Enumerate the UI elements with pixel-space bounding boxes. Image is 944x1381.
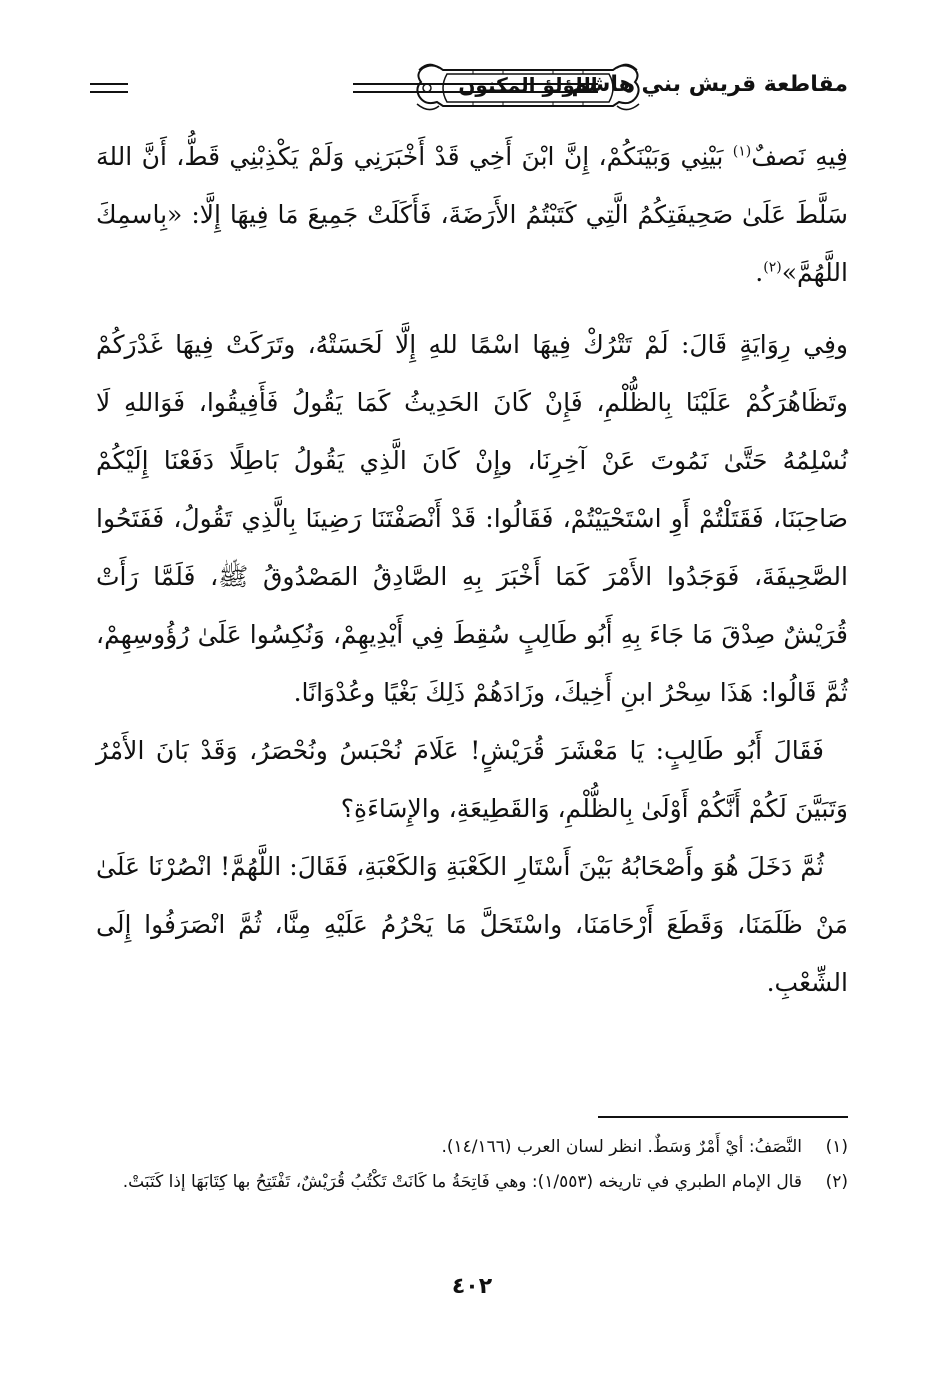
footnote-number: (٢): [825, 1172, 848, 1192]
page-number: ٤٠٢: [451, 1274, 493, 1299]
chapter-running-title: مقاطعة قريش بني هاشم: [571, 72, 848, 97]
footnote: [96, 1132, 848, 1163]
book-title: اللؤلؤ المكنون: [458, 73, 598, 97]
footnote-separator: [598, 1116, 848, 1118]
main-text: [96, 128, 848, 1012]
footnote: [96, 1167, 848, 1198]
footnote-number: (١): [825, 1137, 848, 1157]
paragraph: ثُمَّ دَخَلَ هُوَ وأَصْحَابُهُ بَيْنَ أَسْتَارِ الكَعْبَةِ وَالكَعْبَةِ، فَقَالَ: اللَّهُمَّ! انْصُرْنَا عَلَىٰ مَنْ ظَلَمَنَا، وَقَطَعَ أَرْحَامَنَا، واسْتَحَلَّ مَا يَحْرُمُ عَلَيْهِ مِنَّا، ثُمَّ انْصَرَفُوا إِلَى الشِّعْبِ.: [96, 852, 848, 997]
footnote-reference: (١): [732, 143, 752, 160]
book-title-cartouche: [413, 56, 643, 120]
header-double-rule-end: [90, 83, 128, 93]
text-run: فِيهِ نَصفٌ: [751, 142, 848, 171]
page-header: [88, 52, 848, 132]
footnote-text: قال الإمام الطبري في تاريخه (١/٥٥٣): وهي فَاتِحَةُ ما كَانَتْ تَكْتُبُ قُرَيْشٌ، تَفْتَتِحُ بها كِتَابَهَا إذا كَتَبَتْ.: [122, 1172, 802, 1192]
footnotes: [96, 1132, 848, 1202]
paragraph: وفِي رِوَايَةٍ قَالَ: لَمْ تَتْرُكْ فِيهَا اسْمًا للهِ إِلَّا لَحَسَتْهُ، وتَرَكَتْ فِيهَا غَدْرَكُمْ وتَظَاهُرَكُمْ عَلَيْنَا بِالظُّلْمِ، فَإِنْ كَانَ الحَدِيثُ كَمَا يَقُولُ فَأَفِيقُوا، فَوَاللهِ لَا نُسْلِمُهُ حَتَّىٰ نَمُوتَ عَنْ آخِرِنَا، وإِنْ كَانَ الَّذِي يَقُولُ بَاطِلًا دَفَعْنَا إِلَيْكُمْ صَاحِبَنَا، فَقَتَلْتُمْ أَوِ اسْتَحْيَيْتُمْ، فَقَالُوا: قَدْ أَنْصَفْتَنَا رَضِينَا بِالَّذِي تَقُولُ، فَفَتَحُوا الصَّحِيفَةَ، فَوَجَدُوا الأَمْرَ كَمَا أَخْبَرَ بِهِ الصَّادِقُ المَصْدُوقُ ﷺ، فَلَمَّا رَأَتْ قُرَيْشٌ صِدْقَ مَا جَاءَ بِهِ أَبُو طَالِبٍ سُقِطَ فِي أَيْدِيهِمْ، وَنُكِسُوا عَلَىٰ رُؤُوسِهِمْ، ثُمَّ قَالُوا: هَذَا سِحْرُ ابنِ أَخِيكَ، وزَادَهُمْ ذَلِكَ بَغْيًا وعُدْوَانًا.: [96, 330, 848, 707]
footnote-text: النَّصَفُ: أيْ أَمْرٌ وَسَطٌ. انظر لسان العرب (١٤/١٦٦).: [441, 1137, 802, 1157]
paragraph: [96, 128, 848, 302]
footnote-reference: (٢): [763, 259, 782, 276]
paragraph: فَقَالَ أَبُو طَالِبٍ: يَا مَعْشَرَ قُرَيْشٍ! عَلَامَ نُحْبَسُ ونُحْصَرُ، وَقَدْ بَانَ الأَمْرُ وَتَبَيَّنَ لَكُمْ أَنَّكُمْ أَوْلَىٰ بِالظُّلْمِ، وَالقَطِيعَةِ، والإِسَاءَةِ؟: [96, 736, 848, 823]
text-run: .: [755, 258, 764, 287]
text-run: بَيْنِي وَبَيْنَكُمْ، إِنَّ ابْنَ أَخِي قَدْ أَخْبَرَنِي وَلَمْ يَكْذِبْنِي قَطُّ، أَنَّ اللهَ سَلَّطَ عَلَىٰ صَحِيفَتِكُمُ الَّتِي كَتَبْتُمُ الأَرَضَةَ، فَأَكَلَتْ جَمِيعَ مَا فِيهَا إِلَّا: «بِاسمِكَ اللَّهُمَّ»: [96, 142, 848, 287]
